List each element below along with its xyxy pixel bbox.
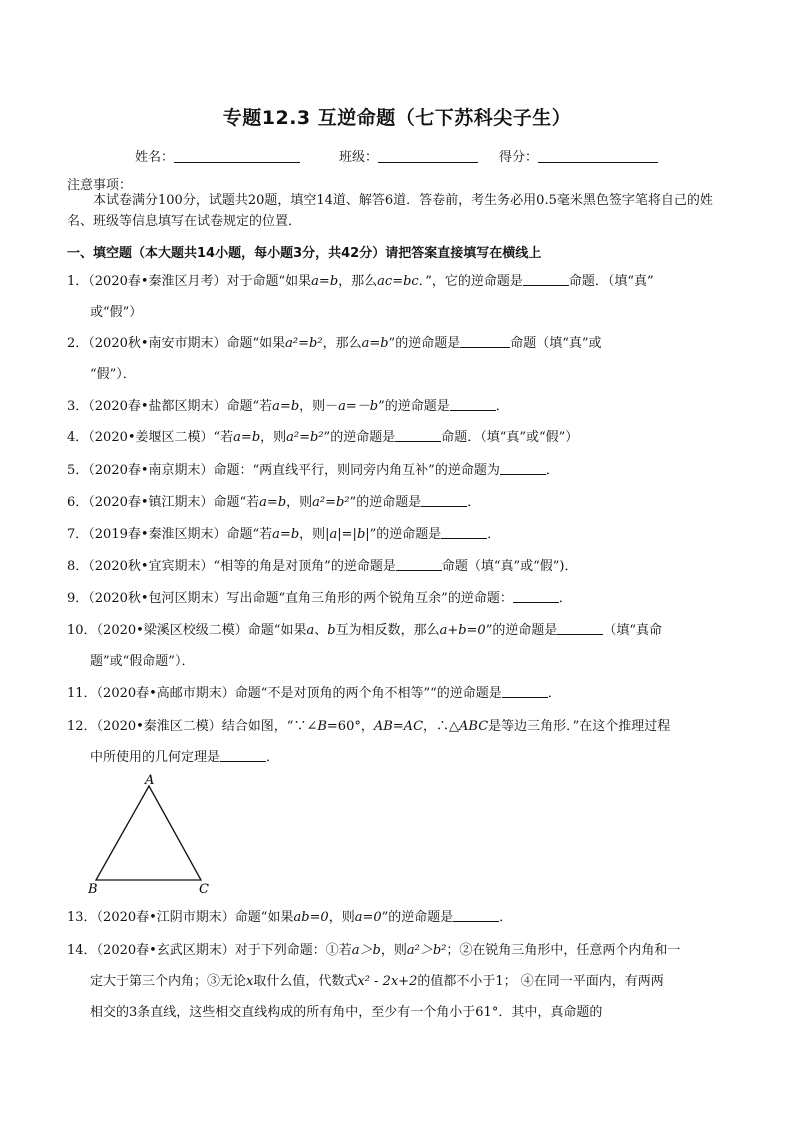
q11-answer-blank[interactable] [502,685,548,698]
q4-math-2: a²=b² [286,430,324,445]
q10-text-c: 互为相反数，那么 [335,623,440,638]
q2-text-d: 命题（填“真”或 [510,336,602,351]
q7-text-b: ，则 [299,527,326,542]
question-6 [67,487,727,518]
q7-math-2: |a|=|b| [325,527,370,542]
q2-text-cont: “假”）． [90,367,136,382]
class-label: 班级： [339,150,379,165]
q8-text-d: 命题（填“真”或“假”)． [441,559,578,574]
q2-math-2: a=b [361,336,389,351]
question-8 [67,551,727,582]
q14-line1-a: 14．（2020春•玄武区期末）对于下列命题：①若 [67,943,352,958]
q2-text-a: 2．（2020秋•南安市期末）命题“如果 [67,336,286,351]
q6-text-c: ”的逆命题是 [349,495,422,510]
q12-text-c: ，∴△ [423,719,460,734]
q10-text-e: （填“真命 [603,623,663,638]
q14-line1-c: ；②在锐角三角形中，任意两个内角和一 [446,943,681,958]
question-7 [67,519,727,550]
triangle-shape [96,786,201,880]
q11-text-a: 11．（2020春•高邮市期末）命题“不是对顶角的两个角不相等”“的逆命题是 [67,686,502,701]
q4-text-b: ，则 [260,430,287,445]
q10-math-3: a+b=0 [439,623,486,638]
q7-math-1: a=b [272,527,300,542]
q13-math-2: a=0 [354,910,382,925]
q1-text-d: 命题．（填“真” [568,274,654,289]
q14-line1-b: ，则 [380,943,407,958]
q2-text-b: ，那么 [322,336,362,351]
q4-text-d: 命题．（填“真”或“假”） [441,430,579,445]
q12-math-2: AB=AC [373,719,424,734]
class-field [339,146,478,165]
q13-text-d: ． [499,910,513,925]
q14-line3: 相交的3条直线，这些相交直线构成的所有角中，至少有一个角小于61°．其中，真命题的 [90,1005,603,1020]
question-10 [67,615,727,677]
q1-text-c: ．”，它的逆命题是 [418,274,523,289]
q10-answer-blank[interactable] [557,622,603,635]
q14-line2-c: 的值都不小于1； ④在同一平面内，有两两 [417,974,664,989]
q6-text-a: 6．（2020春•镇江期末）命题“若 [67,495,260,510]
question-14 [67,935,727,1028]
q12-text-e: ． [266,750,280,765]
question-9 [67,583,727,614]
q3-text-a: 3．（2020春•盐都区期末）命题“若 [67,399,273,414]
q5-answer-blank[interactable] [500,462,546,475]
q12-text-a: 12．（2020•秦淮区二模）结合如图，“∵∠ [67,719,318,734]
q10-text-d: ”的逆命题是 [485,623,558,638]
vertex-label-c: C [199,882,209,897]
class-blank[interactable] [378,149,478,163]
q12-text-cont: 中所使用的几何定理是 [90,750,221,765]
q8-answer-blank[interactable] [396,558,442,571]
q3-text-d: ． [495,399,509,414]
question-11 [67,678,727,709]
q10-math-1: a [306,623,315,638]
q3-answer-blank[interactable] [450,398,496,411]
q9-text-a: 9．（2020秋•包河区期末）写出命题“直角三角形的两个锐角互余”的逆命题： [67,591,513,606]
q5-text-d: ． [545,463,559,478]
q14-line2-math-1: x [246,974,254,989]
q3-math-1: a=b [272,399,300,414]
q7-text-c: ”的逆命题是 [369,527,442,542]
vertex-label-b: B [88,882,98,897]
question-13 [67,902,727,933]
q13-answer-blank[interactable] [453,909,499,922]
q14-line1-math-1: a＞b [351,943,381,958]
q3-math-2: a=－b [338,399,379,414]
q4-text-c: ”的逆命题是 [323,430,396,445]
q8-text-a: 8．（2020秋•宜宾期末）“相等的角是对顶角”的逆命题是 [67,559,396,574]
q14-line2-a: 定大于第三个内角；③无论 [90,974,247,989]
q1-math-2: ac=bc [377,274,419,289]
name-label: 姓名： [135,150,175,165]
q13-text-a: 13．（2020春•江阴市期末）命题“如果 [67,910,294,925]
q3-text-b: ，则－ [299,399,339,414]
q12-text-b: =60°， [326,719,374,734]
q6-math-2: a²=b² [312,495,350,510]
triangle-abc-figure [82,772,222,898]
q9-answer-blank[interactable] [513,590,559,603]
notice-heading: 注意事项： [67,178,133,193]
score-label: 得分： [499,150,539,165]
q5-text-a: 5．（2020春•南京期末）命题：“两直线平行，则同旁内角互补”的逆命题为 [67,463,500,478]
name-field [135,146,300,165]
q1-text-cont: 或“假”） [90,305,143,320]
q11-text-d: ． [547,686,561,701]
notice-body: 本试卷满分100分，试题共20题，填空14道、解答6道．答卷前，考生务必用0.5毫米黑色签字笔将自己的姓名、班级等信息填写在试卷规定的位置． [67,193,713,229]
q9-text-d: ． [558,591,572,606]
q4-answer-blank[interactable] [395,429,441,442]
q10-text-cont: 题”或“假命题”）． [90,654,195,669]
question-2 [67,328,727,390]
score-blank[interactable] [538,149,658,163]
q1-text-a: 1．（2020春•秦淮区月考）对于命题“如果 [67,274,312,289]
q13-math-1: ab=0 [293,910,329,925]
q13-text-c: ”的逆命题是 [381,910,454,925]
question-4 [67,422,727,453]
q12-math-1: B [317,719,327,734]
q2-answer-blank[interactable] [460,335,510,348]
q6-text-d: ． [467,495,481,510]
q1-answer-blank[interactable] [523,273,569,286]
q10-text-a: 10．（2020•梁溪区校级二模）命题“如果 [67,623,307,638]
q14-line2-b: 取什么值，代数式 [253,974,358,989]
q4-text-a: 4．（2020•姜堰区二模）“若 [67,430,234,445]
q10-text-b: 、 [314,623,328,638]
question-5 [67,455,727,486]
q1-math-1: a=b [311,274,339,289]
question-12 [67,711,727,773]
q3-text-c: ”的逆命题是 [378,399,450,414]
q2-text-c: ”的逆命题是 [388,336,461,351]
q13-text-b: ，则 [328,910,355,925]
section-heading-fill-in: 一、填空题（本大题共14小题，每小题3分，共42分）请把答案直接填写在横线上 [67,246,542,261]
q12-text-d: 是等边三角形．”在这个推理过程 [488,719,671,734]
q6-math-1: a=b [259,495,287,510]
q14-line1-math-2: a²＞b² [406,943,447,958]
q6-answer-blank[interactable] [421,494,467,507]
q12-answer-blank[interactable] [220,749,266,762]
q2-math-1: a²=b² [285,336,323,351]
q1-text-b: ，那么 [338,274,378,289]
question-1 [67,266,727,328]
q7-answer-blank[interactable] [441,526,487,539]
q10-math-2: b [327,623,336,638]
q7-text-a: 7．（2019春•秦淮区期末）命题“若 [67,527,273,542]
q4-math-1: a=b [233,430,261,445]
page-title: 专题12.3 互逆命题（七下苏科尖子生） [222,107,572,129]
score-field [499,146,658,165]
q12-math-3: ABC [459,719,489,734]
q6-text-b: ，则 [286,495,313,510]
vertex-label-a: A [145,773,155,788]
q7-text-d: ． [487,527,501,542]
name-blank[interactable] [174,149,300,163]
q14-line2-math-2: x² - 2x+2 [357,974,418,989]
question-3 [67,391,727,422]
